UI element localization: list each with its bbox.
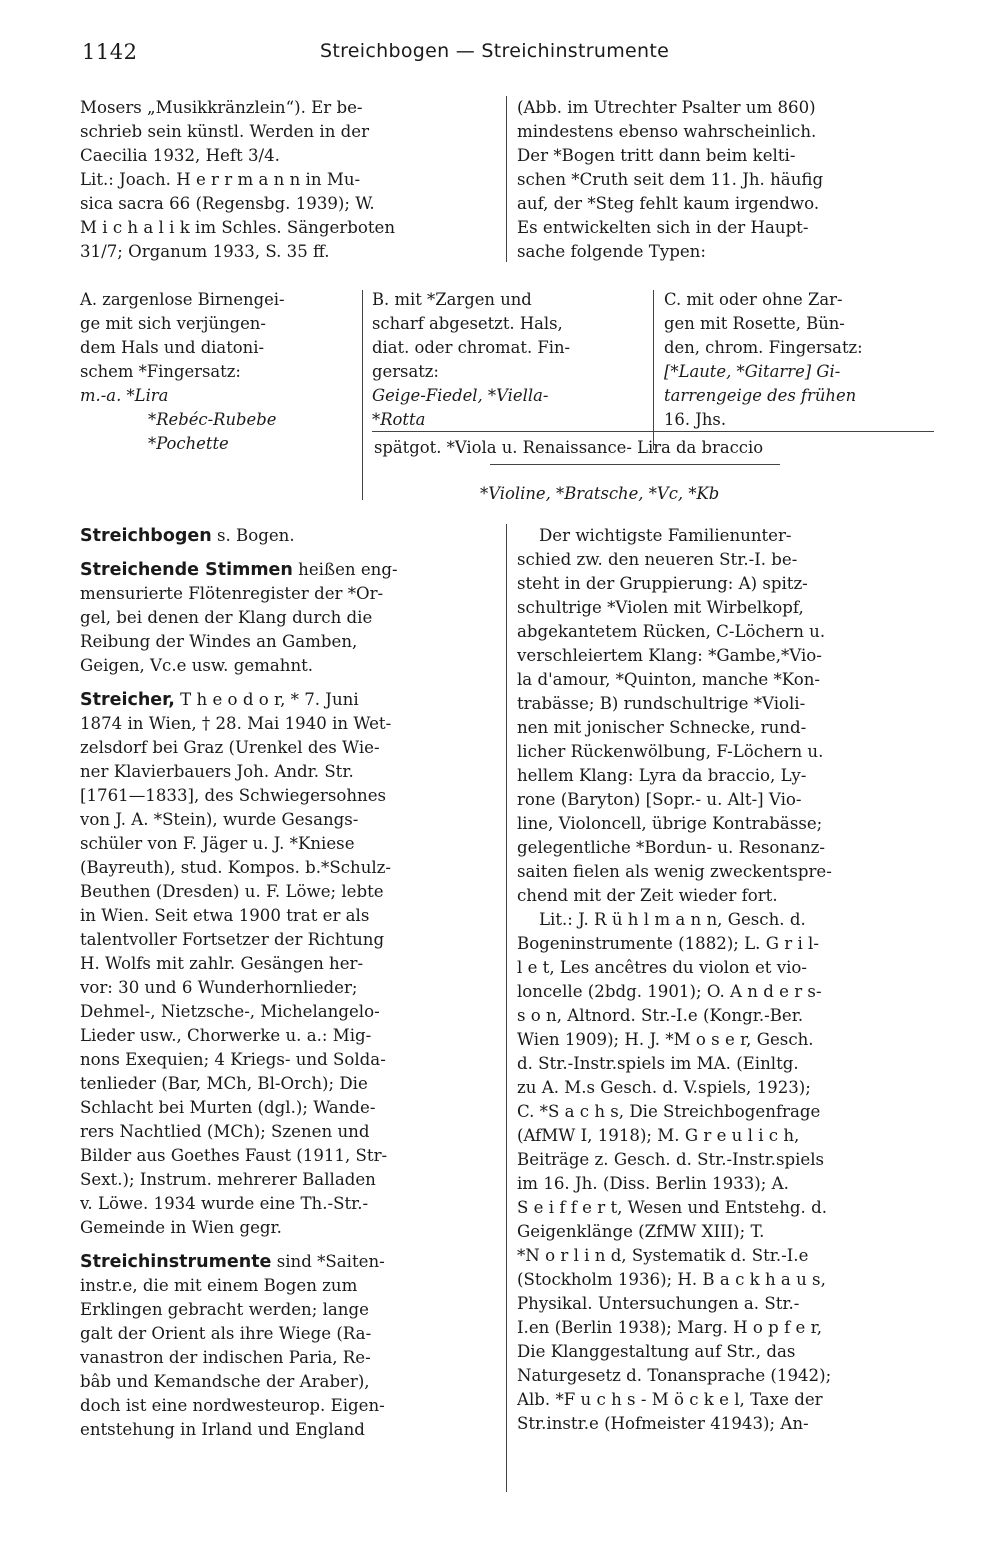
text-line: in Wien. Seit etwa 1900 trat er als bbox=[80, 906, 370, 925]
text-line: (AfMW I, 1918); M. G r e u l i c h, bbox=[517, 1126, 800, 1145]
text-line: Der wichtigste Familienunter- bbox=[539, 526, 792, 545]
text-line: Wien 1909); H. J. *M o s e r, Gesch. bbox=[517, 1030, 814, 1049]
text-line: Beuthen (Dresden) u. F. Löwe; lebte bbox=[80, 882, 384, 901]
text-line: Caecilia 1932, Heft 3/4. bbox=[80, 146, 280, 165]
text-line: Erklingen gebracht werden; lange bbox=[80, 1300, 369, 1319]
text-line: abgekantetem Rücken, C-Löchern u. bbox=[517, 622, 826, 641]
text-line: Geigenklänge (ZfMW XIII); T. bbox=[517, 1222, 765, 1241]
text-line: galt der Orient als ihre Wiege (Ra- bbox=[80, 1324, 372, 1343]
text-line: talentvoller Fortsetzer der Richtung bbox=[80, 930, 385, 949]
text-line: steht in der Gruppierung: A) spitz- bbox=[517, 574, 808, 593]
top-right-text bbox=[517, 96, 935, 264]
text-line: saiten fielen als wenig zweckentspre- bbox=[517, 862, 832, 881]
text-line: im 16. Jh. (Diss. Berlin 1933); A. bbox=[517, 1174, 789, 1193]
text-line: (Stockholm 1936); H. B a c k h a u s, bbox=[517, 1270, 826, 1289]
text-line: von J. A. *Stein), wurde Gesangs- bbox=[80, 810, 359, 829]
text-line: entstehung in Irland und England bbox=[80, 1420, 365, 1439]
text-line: schüler von F. Jäger u. J. *Kniese bbox=[80, 834, 355, 853]
text-line: vor: 30 und 6 Wunderhornlieder; bbox=[80, 978, 358, 997]
text-line: Sext.); Instrum. mehrerer Balladen bbox=[80, 1170, 376, 1189]
column-rule-top bbox=[506, 96, 507, 262]
text-line: B. mit *Zargen und bbox=[372, 290, 532, 309]
text-line: m.-a. *Lira bbox=[80, 386, 169, 405]
text-line: doch ist eine nordwesteurop. Eigen- bbox=[80, 1396, 385, 1415]
headword: Streicher, bbox=[80, 690, 175, 710]
column-rule-main bbox=[506, 524, 507, 1492]
text-line: vanastron der indischen Paria, Re- bbox=[80, 1348, 371, 1367]
text-line: diat. oder chromat. Fin- bbox=[372, 338, 571, 357]
text-line: Alb. *F u c h s - M ö c k e l, Taxe der bbox=[517, 1390, 823, 1409]
running-title: Streichbogen — Streichinstrumente bbox=[320, 40, 670, 62]
text-line: s o n, Altnord. Str.-I.e (Kongr.-Ber. bbox=[517, 1006, 804, 1025]
text-line: H. Wolfs mit zahlr. Gesängen her- bbox=[80, 954, 364, 973]
entry-streichinstrumente bbox=[80, 1250, 492, 1274]
text-line: [*Laute, *Gitarre] Gi- bbox=[664, 362, 841, 381]
text-line: Bogeninstrumente (1882); L. G r i l- bbox=[517, 934, 819, 953]
text-line: dem Hals und diatoni- bbox=[80, 338, 264, 357]
text-line: auf, der *Steg fehlt kaum irgendwo. bbox=[517, 194, 820, 213]
diagram-col-c bbox=[664, 288, 936, 432]
text-line: chend mit der Zeit wieder fort. bbox=[517, 886, 778, 905]
left-column bbox=[80, 524, 492, 1442]
text-line: la d'amour, *Quinton, manche *Kon- bbox=[517, 670, 821, 689]
text-line: *Rebéc-Rubebe bbox=[148, 410, 277, 429]
text-line: line, Violoncell, übrige Kontrabässe; bbox=[517, 814, 823, 833]
text-line: Schlacht bei Murten (dgl.); Wande- bbox=[80, 1098, 376, 1117]
text-line: Reibung der Windes an Gamben, bbox=[80, 632, 358, 651]
text-line: *Violine, *Bratsche, *Vc, *Kb bbox=[480, 484, 720, 503]
text-line: 16. Jhs. bbox=[664, 410, 727, 429]
text-line: Physikal. Untersuchungen a. Str.- bbox=[517, 1294, 800, 1313]
text-line: Beiträge z. Gesch. d. Str.-Instr.spiels bbox=[517, 1150, 825, 1169]
text-line: mindestens ebenso wahrscheinlich. bbox=[517, 122, 817, 141]
text-line: sache folgende Typen: bbox=[517, 242, 706, 261]
text-line: C. *S a c h s, Die Streichbogenfrage bbox=[517, 1102, 821, 1121]
text-line: Es entwickelten sich in der Haupt- bbox=[517, 218, 809, 237]
text-line: 31/7; Organum 1933, S. 35 ff. bbox=[80, 242, 330, 261]
entry-streichende-stimmen bbox=[80, 558, 492, 582]
text-line: schultrige *Violen mit Wirbelkopf, bbox=[517, 598, 804, 617]
entry-streicher bbox=[80, 688, 492, 712]
text-line: T h e o d o r, * 7. Juni bbox=[174, 690, 359, 709]
text-line: Dehmel-, Nietzsche-, Michelangelo- bbox=[80, 1002, 380, 1021]
text-line: rone (Baryton) [Sopr.- u. Alt-] Vio- bbox=[517, 790, 802, 809]
text-line: sica sacra 66 (Regensbg. 1939); W. bbox=[80, 194, 375, 213]
text-line: Lit.: Joach. H e r r m a n n in Mu- bbox=[80, 170, 361, 189]
text-line: schied zw. den neueren Str.-I. be- bbox=[517, 550, 798, 569]
entry-text: s. Bogen. bbox=[211, 526, 295, 545]
text-line: mensurierte Flötenregister der *Or- bbox=[80, 584, 384, 603]
text-line: d. Str.-Instr.spiels im MA. (Einltg. bbox=[517, 1054, 799, 1073]
text-line: zu A. M.s Gesch. d. V.spiels, 1923); bbox=[517, 1078, 811, 1097]
text-line: Bilder aus Goethes Faust (1911, Str- bbox=[80, 1146, 388, 1165]
text-line: Naturgesetz d. Tonansprache (1942); bbox=[517, 1366, 832, 1385]
diagram-row-2 bbox=[374, 436, 936, 460]
diagram-col-a bbox=[80, 288, 350, 456]
text-line: M i c h a l i k im Schles. Sängerboten bbox=[80, 218, 396, 237]
text-line: (Bayreuth), stud. Kompos. b.*Schulz- bbox=[80, 858, 392, 877]
text-line: trabässe; B) rundschultrige *Violi- bbox=[517, 694, 806, 713]
text-line: schen *Cruth seit dem 11. Jh. häufig bbox=[517, 170, 824, 189]
text-line: den, chrom. Fingersatz: bbox=[664, 338, 863, 357]
text-line: sind *Saiten- bbox=[271, 1252, 385, 1271]
text-line: ge mit sich verjüngen- bbox=[80, 314, 266, 333]
text-line: l e t, Les ancêtres du violon et vio- bbox=[517, 958, 807, 977]
text-line: ner Klavierbauers Joh. Andr. Str. bbox=[80, 762, 354, 781]
diagram-rule-1 bbox=[362, 290, 363, 500]
headword: Streichende Stimmen bbox=[80, 560, 293, 580]
text-line: I.en (Berlin 1938); Marg. H o p f e r, bbox=[517, 1318, 822, 1337]
text-line: A. zargenlose Birnengei- bbox=[80, 290, 285, 309]
text-line: tenlieder (Bar, MCh, Bl-Orch); Die bbox=[80, 1074, 368, 1093]
text-line: C. mit oder ohne Zar- bbox=[664, 290, 843, 309]
right-column bbox=[517, 524, 935, 1436]
text-line: Geigen, Vc.e usw. gemahnt. bbox=[80, 656, 314, 675]
text-line: *N o r l i n d, Systematik d. Str.-I.e bbox=[517, 1246, 809, 1265]
text-line: heißen eng- bbox=[292, 560, 398, 579]
headword: Streichinstrumente bbox=[80, 1252, 272, 1272]
text-line: Gemeinde in Wien gegr. bbox=[80, 1218, 282, 1237]
text-line: schem *Fingersatz: bbox=[80, 362, 241, 381]
text-line: Die Klanggestaltung auf Str., das bbox=[517, 1342, 796, 1361]
text-line: Lieder usw., Chorwerke u. a.: Mig- bbox=[80, 1026, 372, 1045]
diagram-rule-2 bbox=[653, 290, 654, 450]
text-line: Str.instr.e (Hofmeister 41943); An- bbox=[517, 1414, 809, 1433]
top-left-text bbox=[80, 96, 492, 264]
text-line: Lit.: J. R ü h l m a n n, Gesch. d. bbox=[539, 910, 806, 929]
text-line: gelegentliche *Bordun- u. Resonanz- bbox=[517, 838, 826, 857]
text-line: v. Löwe. 1934 wurde eine Th.-Str.- bbox=[80, 1194, 369, 1213]
text-line: S e i f f e r t, Wesen und Entstehg. d. bbox=[517, 1198, 827, 1217]
text-line: nen mit jonischer Schnecke, rund- bbox=[517, 718, 807, 737]
page-number: 1142 bbox=[82, 40, 138, 64]
text-line: [1761—1833], des Schwiegersohnes bbox=[80, 786, 387, 805]
text-line: loncelle (2bdg. 1901); O. A n d e r s- bbox=[517, 982, 822, 1001]
text-line: gen mit Rosette, Bün- bbox=[664, 314, 845, 333]
text-line: gersatz: bbox=[372, 362, 439, 381]
text-line: licher Rückenwölbung, F-Löchern u. bbox=[517, 742, 824, 761]
text-line: schrieb sein künstl. Werden in der bbox=[80, 122, 370, 141]
text-line: bâb und Kemandsche der Araber), bbox=[80, 1372, 370, 1391]
entry-streichbogen bbox=[80, 524, 492, 548]
text-line: *Pochette bbox=[148, 434, 229, 453]
text-line: verschleiertem Klang: *Gambe,*Vio- bbox=[517, 646, 822, 665]
text-line: (Abb. im Utrechter Psalter um 860) bbox=[517, 98, 816, 117]
text-line: rers Nachtlied (MCh); Szenen und bbox=[80, 1122, 370, 1141]
text-line: hellem Klang: Lyra da braccio, Ly- bbox=[517, 766, 807, 785]
text-line: spätgot. *Viola u. Renaissance- Lira da braccio bbox=[374, 438, 764, 457]
headword: Streichbogen bbox=[80, 526, 212, 546]
diagram-col-b bbox=[372, 288, 644, 432]
text-line: tarrengeige des frühen bbox=[664, 386, 857, 405]
diagram-row-3 bbox=[480, 482, 920, 506]
text-line: scharf abgesetzt. Hals, bbox=[372, 314, 563, 333]
text-line: nons Exequien; 4 Kriegs- und Solda- bbox=[80, 1050, 386, 1069]
diagram-bracket-2 bbox=[490, 464, 780, 465]
text-line: *Rotta bbox=[372, 410, 426, 429]
text-line: instr.e, die mit einem Bogen zum bbox=[80, 1276, 358, 1295]
text-line: gel, bei denen der Klang durch die bbox=[80, 608, 373, 627]
text-line: Mosers „Musikkränzlein“). Er be- bbox=[80, 98, 363, 117]
diagram-bracket-1 bbox=[372, 431, 934, 432]
text-line: Der *Bogen tritt dann beim kelti- bbox=[517, 146, 796, 165]
text-line: 1874 in Wien, † 28. Mai 1940 in Wet- bbox=[80, 714, 392, 733]
text-line: Geige-Fiedel, *Viella- bbox=[372, 386, 549, 405]
text-line: zelsdorf bei Graz (Urenkel des Wie- bbox=[80, 738, 380, 757]
